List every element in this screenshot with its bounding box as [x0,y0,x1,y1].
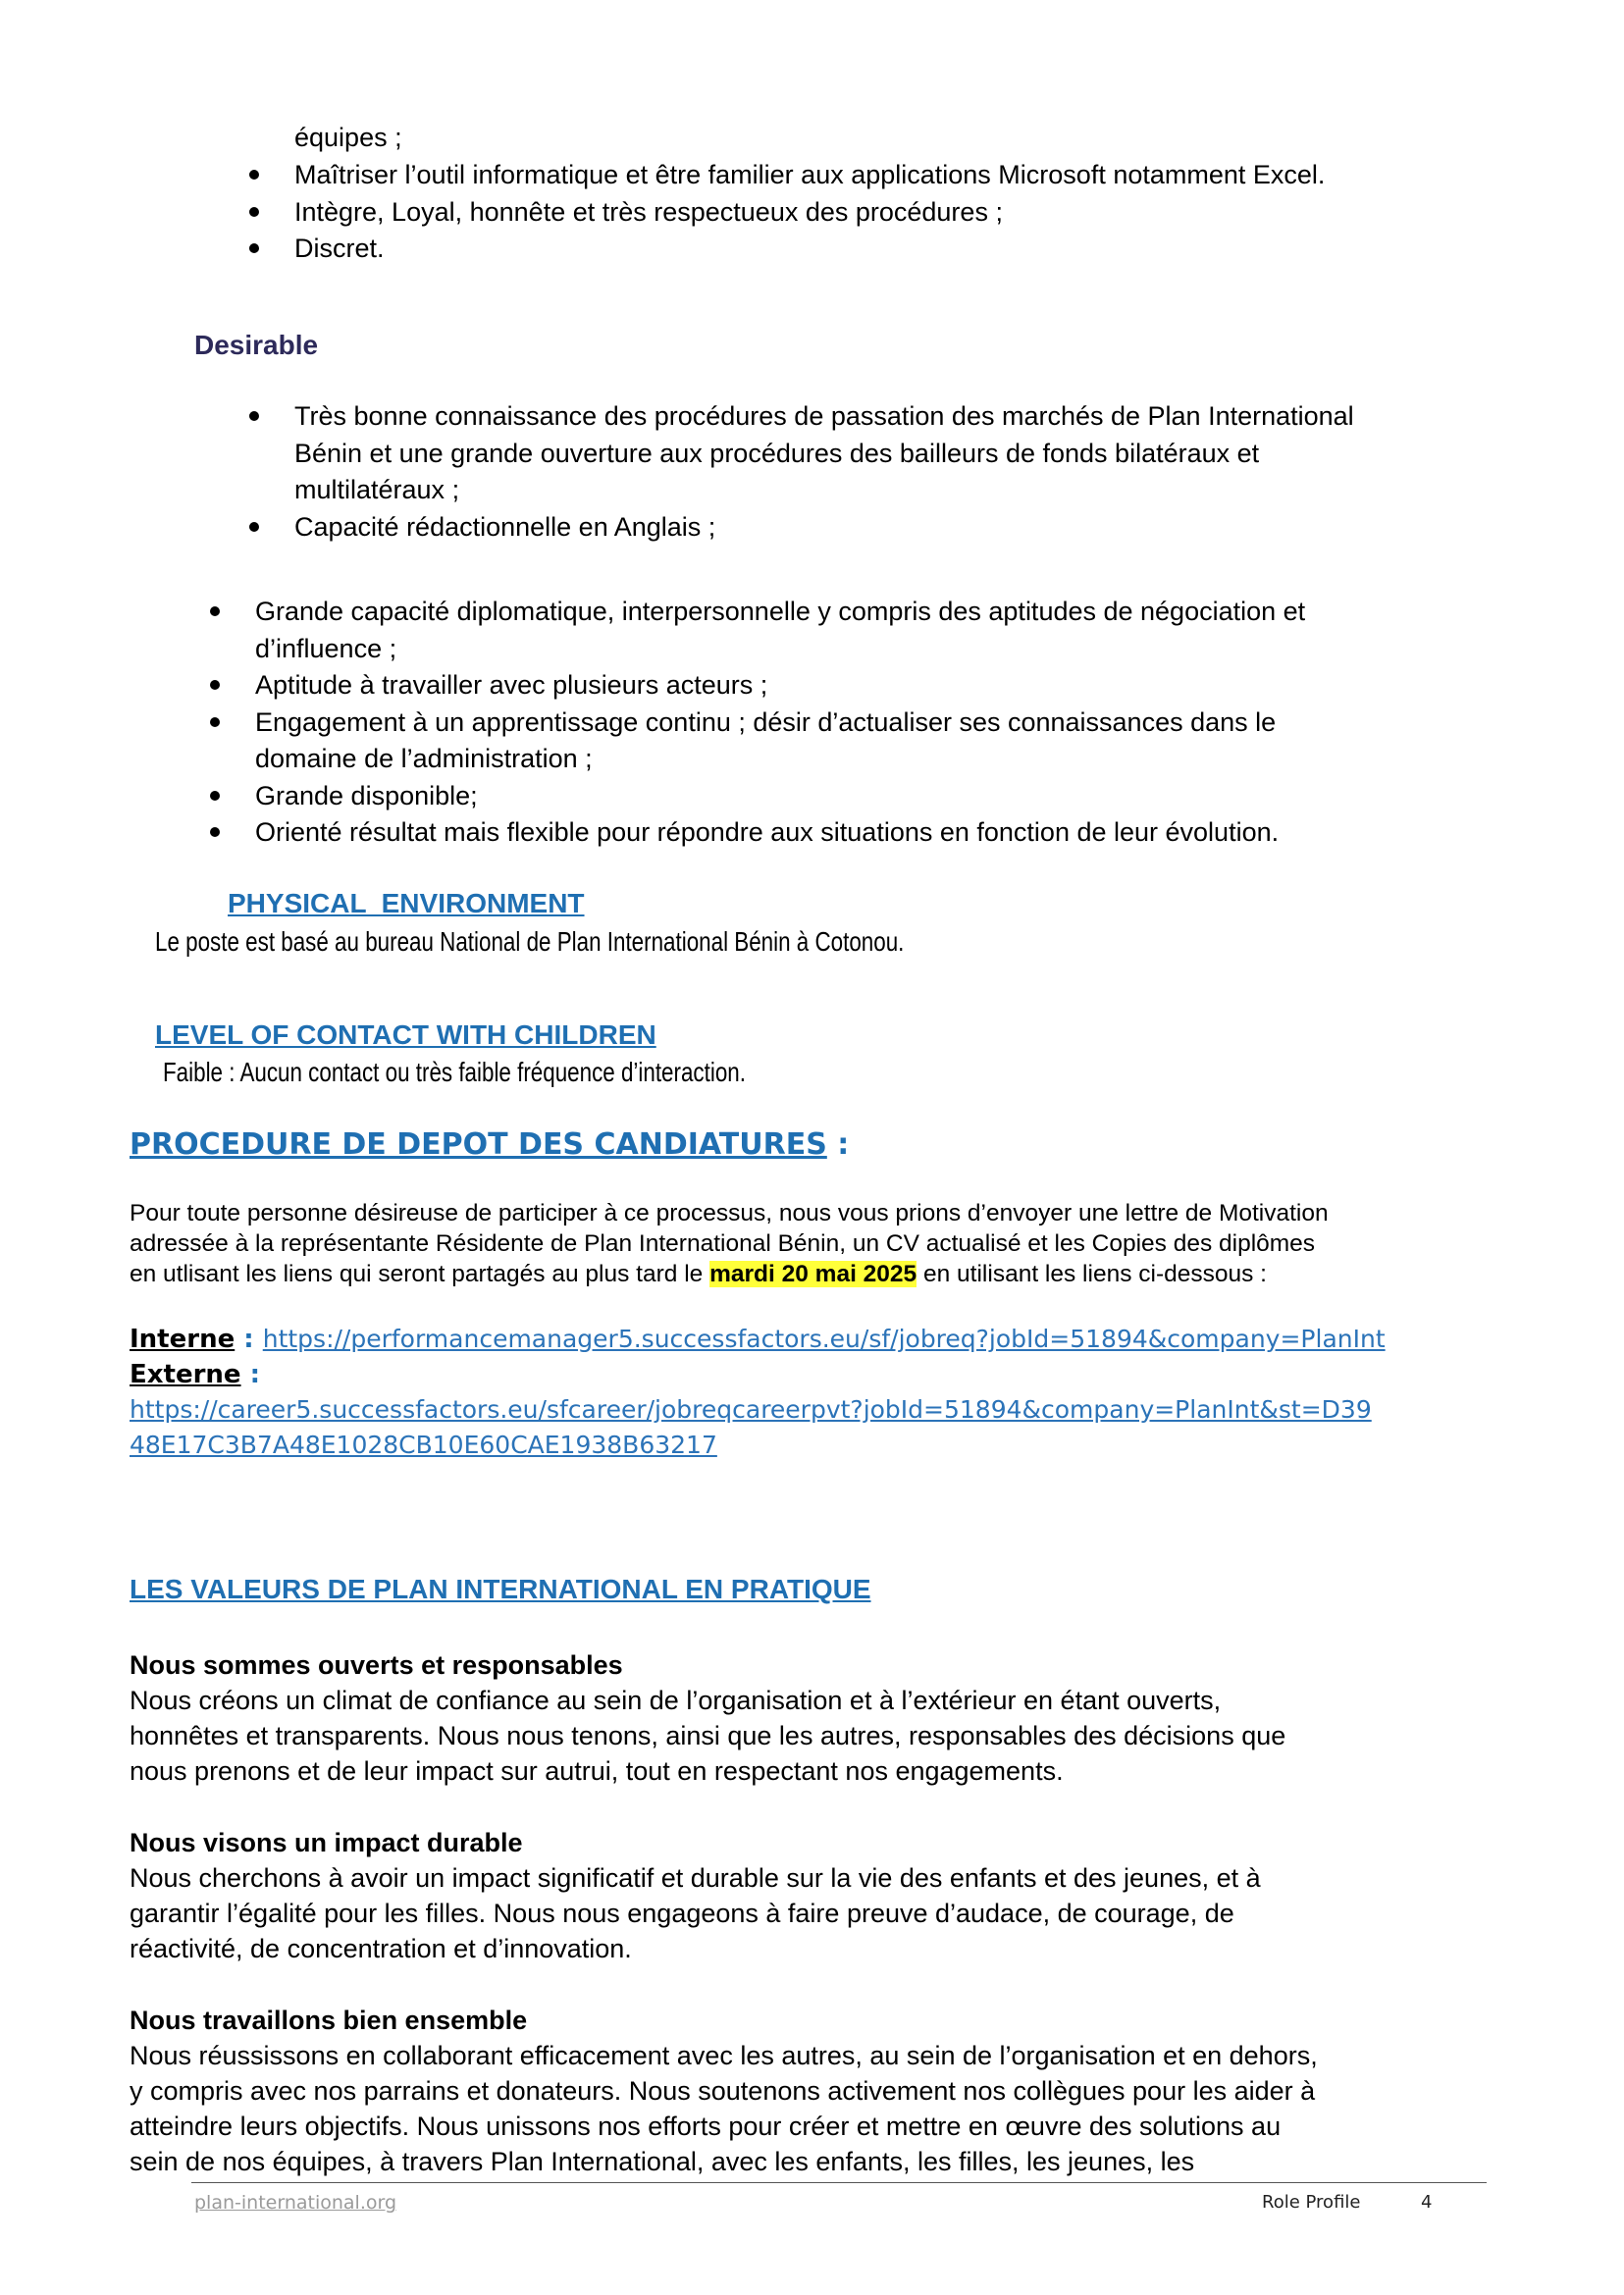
procedure-line: adressée à la représentante Résidente de Plan International Bénin, un CV actualisé et les Copies des diplômes [130,1230,1316,1257]
value-line: atteindre leurs objectifs. Nous unissons nos efforts pour créer et mettre en œuvre des solutions au [130,2112,1282,2141]
value-block [130,1825,1533,1966]
value-line: honnêtes et transparents. Nous nous tenons, ainsi que les autres, responsables des décisions que [130,1721,1286,1750]
list-item: Aptitude à travailler avec plusieurs acteurs ; [255,667,1531,704]
externe-label: Externe [130,1360,241,1389]
application-links [130,1322,1523,1463]
interne-row [130,1322,1523,1357]
list-item: Discret. [294,231,1521,268]
value-line: réactivité, de concentration et d’innovation. [130,1934,632,1963]
value-line: y compris avec nos parrains et donateurs. Nous soutenons activement nos collègues pour les aider à [130,2076,1316,2106]
values-heading: LES VALEURS DE PLAN INTERNATIONAL EN PRATIQUE [130,1574,871,1604]
footer-doc-title: Role Profile [1262,2192,1361,2213]
value-block [130,2003,1533,2179]
interne-link[interactable]: https://performancemanager5.successfactors.eu/sf/jobreq?jobId=51894&company=PlanInt [262,1325,1386,1353]
externe-separator: : [240,1360,261,1389]
list-item: Capacité rédactionnelle en Anglais ; [294,509,1531,547]
value-line: Nous créons un climat de confiance au sein de l’organisation et à l’extérieur en étant ouverts, [130,1686,1222,1715]
procedure-line: Pour toute personne désireuse de participer à ce processus, nous vous prions d’envoyer une lettre de Motivation [130,1200,1329,1226]
value-line: Nous cherchons à avoir un impact significatif et durable sur la vie des enfants et des jeunes, et à [130,1863,1261,1893]
list-item: Grande disponible; [255,778,1531,815]
top-list-continuation: équipes ; [294,123,402,152]
interne-label: Interne [130,1325,236,1354]
competencies-list [255,594,1531,852]
contact-level-text: Faible : Aucun contact ou très faible fréquence d’interaction. [163,1057,746,1087]
procedure-heading-colon: : [826,1127,850,1162]
interne-separator: : [235,1325,263,1354]
list-item: Orienté résultat mais flexible pour répondre aux situations en fonction de leur évolution. [255,814,1531,852]
top-bullet-list [294,157,1521,268]
value-title: Nous visons un impact durable [130,1828,523,1857]
value-title: Nous travaillons bien ensemble [130,2006,528,2035]
externe-row [130,1357,1523,1392]
value-line: garantir l’égalité pour les filles. Nous nous engageons à faire preuve d’audace, de courage, de [130,1899,1234,1928]
externe-link-line-2[interactable]: 48E17C3B7A48E1028CB10E60CAE1938B63217 [130,1431,717,1459]
procedure-paragraph [130,1198,1503,1289]
procedure-heading [130,1127,849,1162]
list-item: Grande capacité diplomatique, interpersonnelle y compris des aptitudes de négociation et d’influence ; [255,594,1531,667]
value-line: nous prenons et de leur impact sur autrui, tout en respectant nos engagements. [130,1756,1064,1786]
value-block [130,1647,1533,1789]
footer-page-number: 4 [1421,2192,1433,2213]
list-item: Très bonne connaissance des procédures de passation des marchés de Plan International Bénin et une grande ouverture aux procédures des bailleurs de fonds bilatéraux et multilatéraux ; [294,398,1531,509]
externe-link-line-1[interactable]: https://career5.successfactors.eu/sfcareer/jobreqcareerpvt?jobId=51894&company=PlanInt&st=D39 [130,1395,1372,1424]
list-item: Maîtriser l’outil informatique et être familier aux applications Microsoft notamment Excel. [294,157,1521,194]
desirable-heading: Desirable [194,330,319,360]
deadline-highlight: mardi 20 mai 2025 [709,1261,917,1287]
list-item: Engagement à un apprentissage continu ; désir d’actualiser ses connaissances dans le domaine de l’administration ; [255,704,1531,778]
value-line: Nous réussissons en collaborant efficacement avec les autres, au sein de l’organisation et en dehors, [130,2041,1318,2070]
value-line: sein de nos équipes, à travers Plan International, avec les enfants, les filles, les jeunes, les [130,2147,1195,2176]
footer-site-link[interactable]: plan-international.org [194,2192,397,2214]
footer-divider [191,2182,1487,2183]
value-title: Nous sommes ouverts et responsables [130,1650,623,1680]
list-item: Intègre, Loyal, honnête et très respectueux des procédures ; [294,194,1521,232]
procedure-line: en utlisant les liens qui seront partagés au plus tard le mardi 20 mai 2025 en utilisant les liens ci-dessous : [130,1261,1267,1287]
desirable-list [294,398,1531,546]
procedure-heading-text: PROCEDURE DE DEPOT DES CANDIATURES [130,1127,827,1162]
contact-level-heading: LEVEL OF CONTACT WITH CHILDREN [155,1019,656,1050]
physical-environment-heading: PHYSICAL ENVIRONMENT [228,888,585,918]
physical-environment-text: Le poste est basé au bureau National de Plan International Bénin à Cotonou. [155,926,905,957]
